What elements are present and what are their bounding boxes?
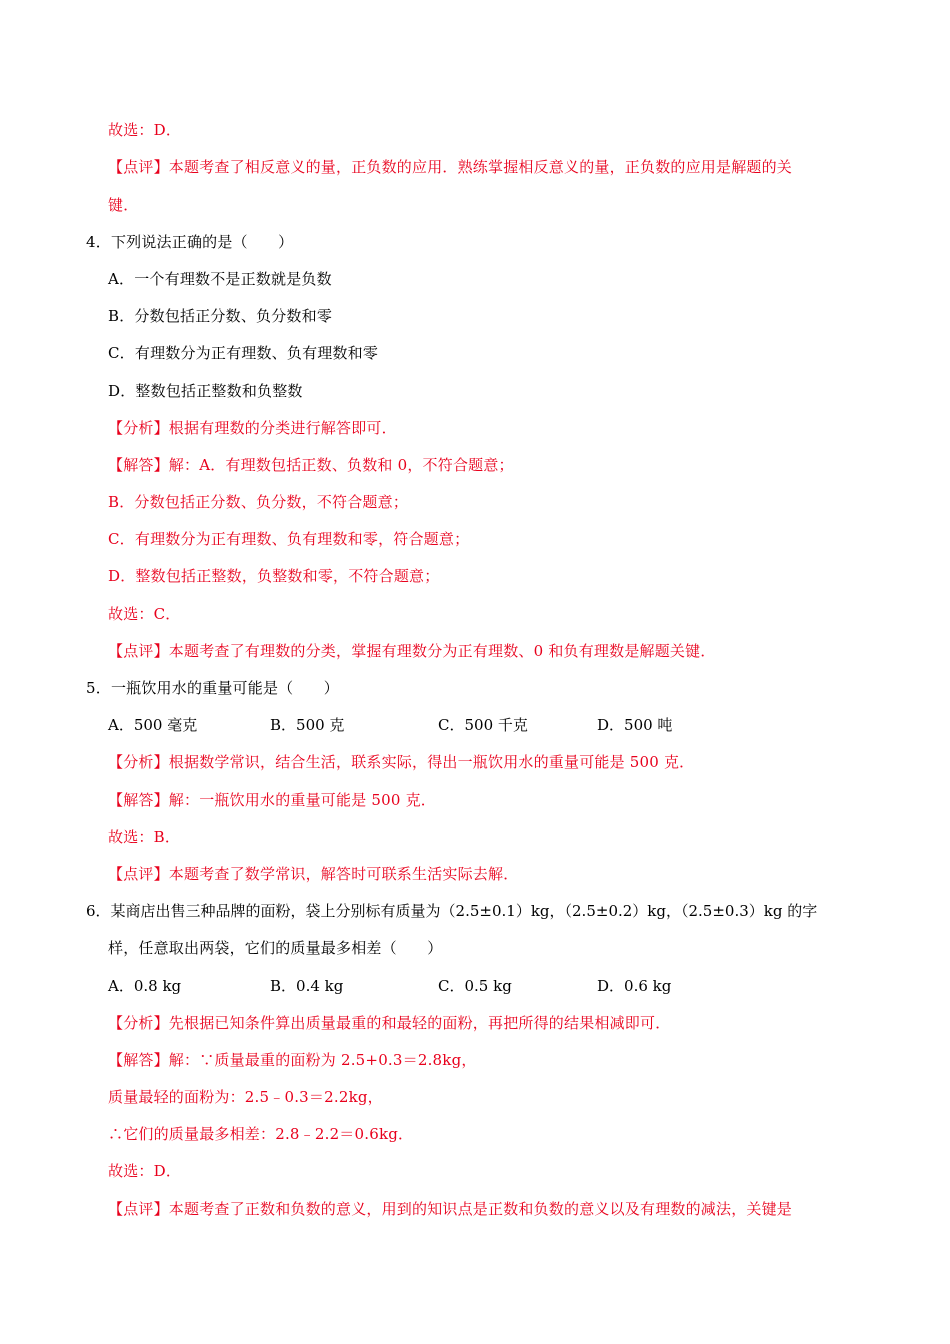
q3-comment: 【点评】本题考查了相反意义的量，正负数的应用．熟练掌握相反意义的量，正负数的应用是解题的关 — [108, 158, 793, 176]
q4-comment: 【点评】本题考查了有理数的分类，掌握有理数分为正有理数、0 和负有理数是解题关键． — [108, 642, 716, 660]
q4-option-d: D．整数包括正整数和负整数 — [108, 382, 303, 400]
q4-option-c: C．有理数分为正有理数、负有理数和零 — [108, 344, 379, 362]
q6-question: 6．某商店出售三种品牌的面粉，袋上分别标有质量为（2.5±0.1）kg，（2.5±0.2）kg，（2.5±0.3）kg 的字 — [86, 902, 818, 920]
q6-solution-step3: ∴它们的质量最多相差：2.8﹣2.2＝0.6kg． — [108, 1125, 414, 1143]
q6-option-d: D．0.6 kg — [597, 977, 672, 995]
q4-analysis: 【分析】根据有理数的分类进行解答即可． — [108, 419, 397, 437]
q6-option-b: B．0.4 kg — [270, 977, 344, 995]
q5-analysis: 【分析】根据数学常识，结合生活，联系实际，得出一瓶饮用水的重量可能是 500 克． — [108, 753, 695, 771]
q4-answer-choice: 故选：C． — [108, 605, 181, 623]
q5-question: 5．一瓶饮用水的重量可能是（ ） — [86, 679, 339, 697]
q5-answer-choice: 故选：B． — [108, 828, 181, 846]
q5-option-c: C．500 千克 — [438, 716, 528, 734]
q4-solution-b: B．分数包括正分数、负分数，不符合题意； — [108, 493, 409, 511]
q4-solution: 【解答】解：A．有理数包括正数、负数和 0，不符合题意； — [108, 456, 514, 474]
q5-solution: 【解答】解：一瓶饮用水的重量可能是 500 克． — [108, 791, 436, 809]
q5-option-a: A．500 毫克 — [108, 716, 198, 734]
q6-solution: 【解答】解：∵质量最重的面粉为 2.5+0.3＝2.8kg， — [108, 1051, 477, 1069]
q5-comment: 【点评】本题考查了数学常识，解答时可联系生活实际去解． — [108, 865, 519, 883]
q4-option-b: B．分数包括正分数、负分数和零 — [108, 307, 333, 325]
q4-solution-c: C．有理数分为正有理数、负有理数和零，符合题意； — [108, 530, 470, 548]
q4-solution-d: D．整数包括正整数，负整数和零，不符合题意； — [108, 567, 440, 585]
q6-option-a: A．0.8 kg — [108, 977, 182, 995]
q6-option-c: C．0.5 kg — [438, 977, 512, 995]
q5-option-b: B．500 克 — [270, 716, 345, 734]
q6-comment: 【点评】本题考查了正数和负数的意义，用到的知识点是正数和负数的意义以及有理数的减法，关键是 — [108, 1200, 793, 1218]
q4-question: 4．下列说法正确的是（ ） — [86, 233, 294, 251]
q6-solution-step2: 质量最轻的面粉为：2.5﹣0.3＝2.2kg， — [108, 1088, 383, 1106]
q6-answer-choice: 故选：D． — [108, 1162, 182, 1180]
q5-option-d: D．500 吨 — [597, 716, 673, 734]
q6-question-continued: 样，任意取出两袋，它们的质量最多相差（ ） — [108, 939, 443, 957]
q4-option-a: A．一个有理数不是正数就是负数 — [108, 270, 332, 288]
q3-comment-continued: 键． — [108, 196, 139, 214]
q3-answer-choice: 故选：D． — [108, 121, 182, 139]
q6-analysis: 【分析】先根据已知条件算出质量最重的和最轻的面粉，再把所得的结果相减即可． — [108, 1014, 671, 1032]
